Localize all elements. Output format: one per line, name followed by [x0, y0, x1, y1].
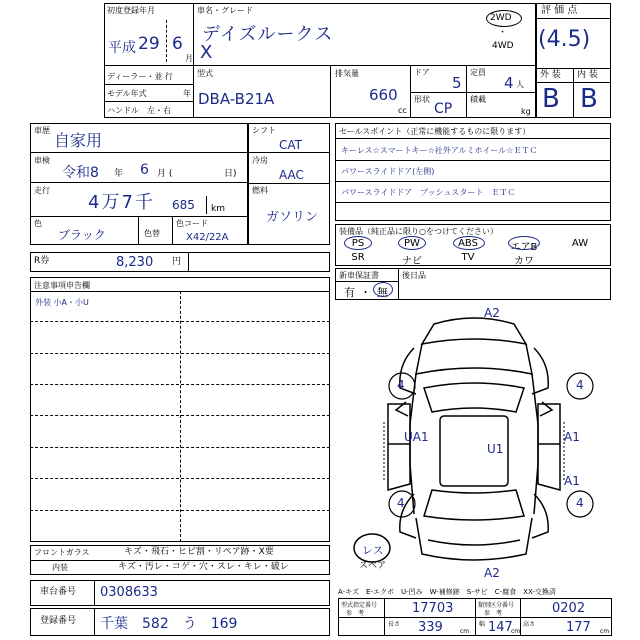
equip-abs: ABS [458, 238, 478, 249]
sales-line-2: パワースライドドア(左側) [341, 167, 435, 176]
usage-label: 車歴 [34, 126, 50, 135]
fuel-label: 燃料 [252, 186, 268, 195]
mark-left-ua1: UA1 [404, 430, 429, 444]
recycle-unit: 円 [172, 257, 182, 267]
shift-label: シフト [252, 126, 276, 135]
fuel: ガソリン [266, 210, 319, 225]
mark-wheel-rl: 4 [397, 496, 405, 510]
mileage-value: 4万7千 [88, 192, 155, 213]
ac-label: 冷房 [252, 156, 268, 165]
equip-ps-circle [344, 236, 372, 250]
model-year-label: モデル年式 [107, 89, 147, 98]
width: 147 [488, 620, 513, 635]
front-glass-text: キズ・飛石・ヒビ割・リペア跡・X要 [124, 547, 274, 557]
warranty-new-label: 新車保証書 [339, 271, 379, 280]
category: 0202 [552, 601, 586, 616]
capacity-unit: 人 [516, 80, 524, 89]
mark-right-rear-a1: A1 [564, 474, 580, 488]
inspection-label: 車検 [34, 156, 50, 165]
equip-leather: カワ [514, 256, 534, 267]
equip-ps: PS [351, 238, 365, 249]
mark-wheel-fr: 4 [576, 378, 584, 392]
sales-label: セールスポイント（正常に機能するものに限ります） [339, 127, 531, 136]
spare-text: スペア [359, 561, 387, 571]
load-label: 積載 [470, 95, 486, 104]
month-unit: 月 [185, 54, 193, 63]
mileage-sub: 685 [172, 198, 195, 212]
ac: AAC [279, 168, 304, 182]
mark-roof-u1: U1 [487, 442, 504, 456]
displacement-label: 排気量 [335, 69, 359, 78]
load-unit: kg [521, 107, 531, 116]
equip-pw: PW [404, 238, 420, 249]
recycle-amount: 8,230 [116, 255, 154, 270]
spare-label: レス [362, 544, 384, 557]
inspection-month-unit: 月 ( [157, 169, 173, 179]
era: 平成 [108, 40, 136, 56]
displacement: 660 [369, 86, 398, 104]
mark-rear-a2: A2 [484, 566, 500, 580]
ref-label-2: 参 考 [484, 610, 503, 617]
damage-legend: A-キズ E-エクボ U-凹み W-補修跡 S-サビ C-腐食 XX-交換済 [338, 588, 556, 596]
mileage-unit: km [211, 204, 225, 214]
warranty-no-circle [373, 282, 393, 297]
length-label: 長さ [388, 621, 401, 628]
color-change-label: 色替 [144, 229, 160, 238]
color-label: 色 [34, 219, 42, 228]
warranty-yes: 有 [344, 286, 355, 299]
mark-right-a1: A1 [564, 430, 580, 444]
eval-score: (4.5) [538, 27, 591, 52]
interior-condition-text: キズ・汚レ・コゲ・穴・スレ・キレ・破レ [118, 562, 289, 572]
type-label: 型式 [197, 69, 213, 78]
inspection-era: 令和8 [62, 165, 99, 181]
grade: X [200, 42, 213, 63]
plate-label: 登録番号 [40, 616, 77, 626]
warranty-dot: ・ [360, 286, 371, 299]
displacement-unit: cc [398, 106, 407, 115]
drive-4wd: 4WD [492, 41, 514, 51]
width-label: 幅 [479, 621, 486, 628]
exterior-grade: B [542, 84, 560, 114]
dealer-label: ディーラー・並 行 [107, 72, 173, 81]
height-label: 高さ [523, 621, 536, 628]
car-name-label: 車名・グレード [197, 6, 253, 15]
shape: CP [434, 101, 453, 117]
interior-grade: B [580, 84, 598, 114]
equip-abs-circle [453, 236, 485, 250]
model-year-unit: 年 [183, 89, 191, 98]
model-designation: 17703 [412, 601, 454, 616]
length: 339 [418, 620, 443, 635]
notes-line-1: 外装 小A・小U [35, 298, 89, 307]
door-label: ドア [414, 68, 430, 77]
equip-airbag-circle [508, 236, 540, 250]
warranty-after-label: 後日品 [402, 271, 426, 280]
first-reg-label: 初度登録年月 [107, 6, 155, 15]
interior-label: 内 装 [577, 70, 598, 80]
interior-condition-label: 内装 [52, 563, 68, 572]
handle-label: ハンドル 左・右 [107, 106, 171, 115]
mark-front-a2: A2 [484, 306, 500, 320]
type-value: DBA-B21A [198, 90, 275, 108]
car-name: デイズルークス [202, 24, 334, 45]
shift: CAT [279, 138, 302, 152]
drive-dot: ・ [498, 28, 508, 38]
equip-sr: SR [351, 252, 365, 263]
color-code-label: 色コード [176, 219, 208, 228]
inspection-day-unit: 日) [224, 169, 237, 179]
mark-wheel-rr: 4 [576, 496, 584, 510]
drive-2wd: 2WD [490, 13, 512, 23]
chassis-value: 0308633 [100, 585, 158, 600]
ref-label-1: 参 考 [346, 610, 365, 617]
usage-value: 自家用 [54, 131, 103, 150]
category-label: 類別区分番号 [478, 602, 515, 609]
warranty-no: 無 [377, 286, 388, 299]
notes-label: 注意事項申告欄 [34, 281, 90, 290]
first-reg-year: 29 [138, 34, 160, 54]
recycle-label: R券 [34, 256, 50, 266]
chassis-label: 車台番号 [40, 587, 77, 597]
eval-label: 評 価 点 [541, 5, 578, 16]
capacity-label: 定員 [470, 68, 486, 77]
mileage-label: 走行 [34, 186, 50, 195]
inspection-year-unit: 年 [114, 169, 124, 179]
model-designation-label: 型式指定番号 [341, 602, 378, 609]
sales-line-3: パワースライドドア プッシュスタート ＥＴＣ [341, 188, 516, 197]
plate-value: 千葉 582 う 169 [100, 616, 238, 632]
height: 177 [566, 620, 591, 635]
sales-line-1: キーレス☆スマートキー☆社外アルミホイール☆ＥＴＣ [341, 146, 538, 155]
exterior-label: 外 装 [540, 70, 561, 80]
mark-wheel-fl: 4 [397, 378, 405, 392]
front-glass-label: フロントガラス [34, 548, 90, 557]
equip-airbag: エアB [510, 242, 538, 253]
length-unit: cm [460, 628, 470, 635]
equip-navi: ナビ [402, 256, 422, 267]
first-reg-month: 6 [172, 34, 183, 54]
color-code: X42/22A [186, 232, 229, 243]
equip-tv: TV [461, 252, 475, 263]
shape-label: 形状 [414, 95, 430, 104]
equipment-label: 装備品（純正品に限り○をつけてください） [339, 227, 498, 236]
width-unit: cm [511, 628, 521, 635]
height-unit: cm [600, 628, 610, 635]
color-value: ブラック [58, 228, 106, 242]
capacity: 4 [504, 74, 514, 92]
doors: 5 [452, 74, 462, 92]
equip-aw: AW [571, 238, 589, 249]
equip-pw-circle [398, 236, 426, 250]
inspection-month: 6 [140, 162, 149, 178]
